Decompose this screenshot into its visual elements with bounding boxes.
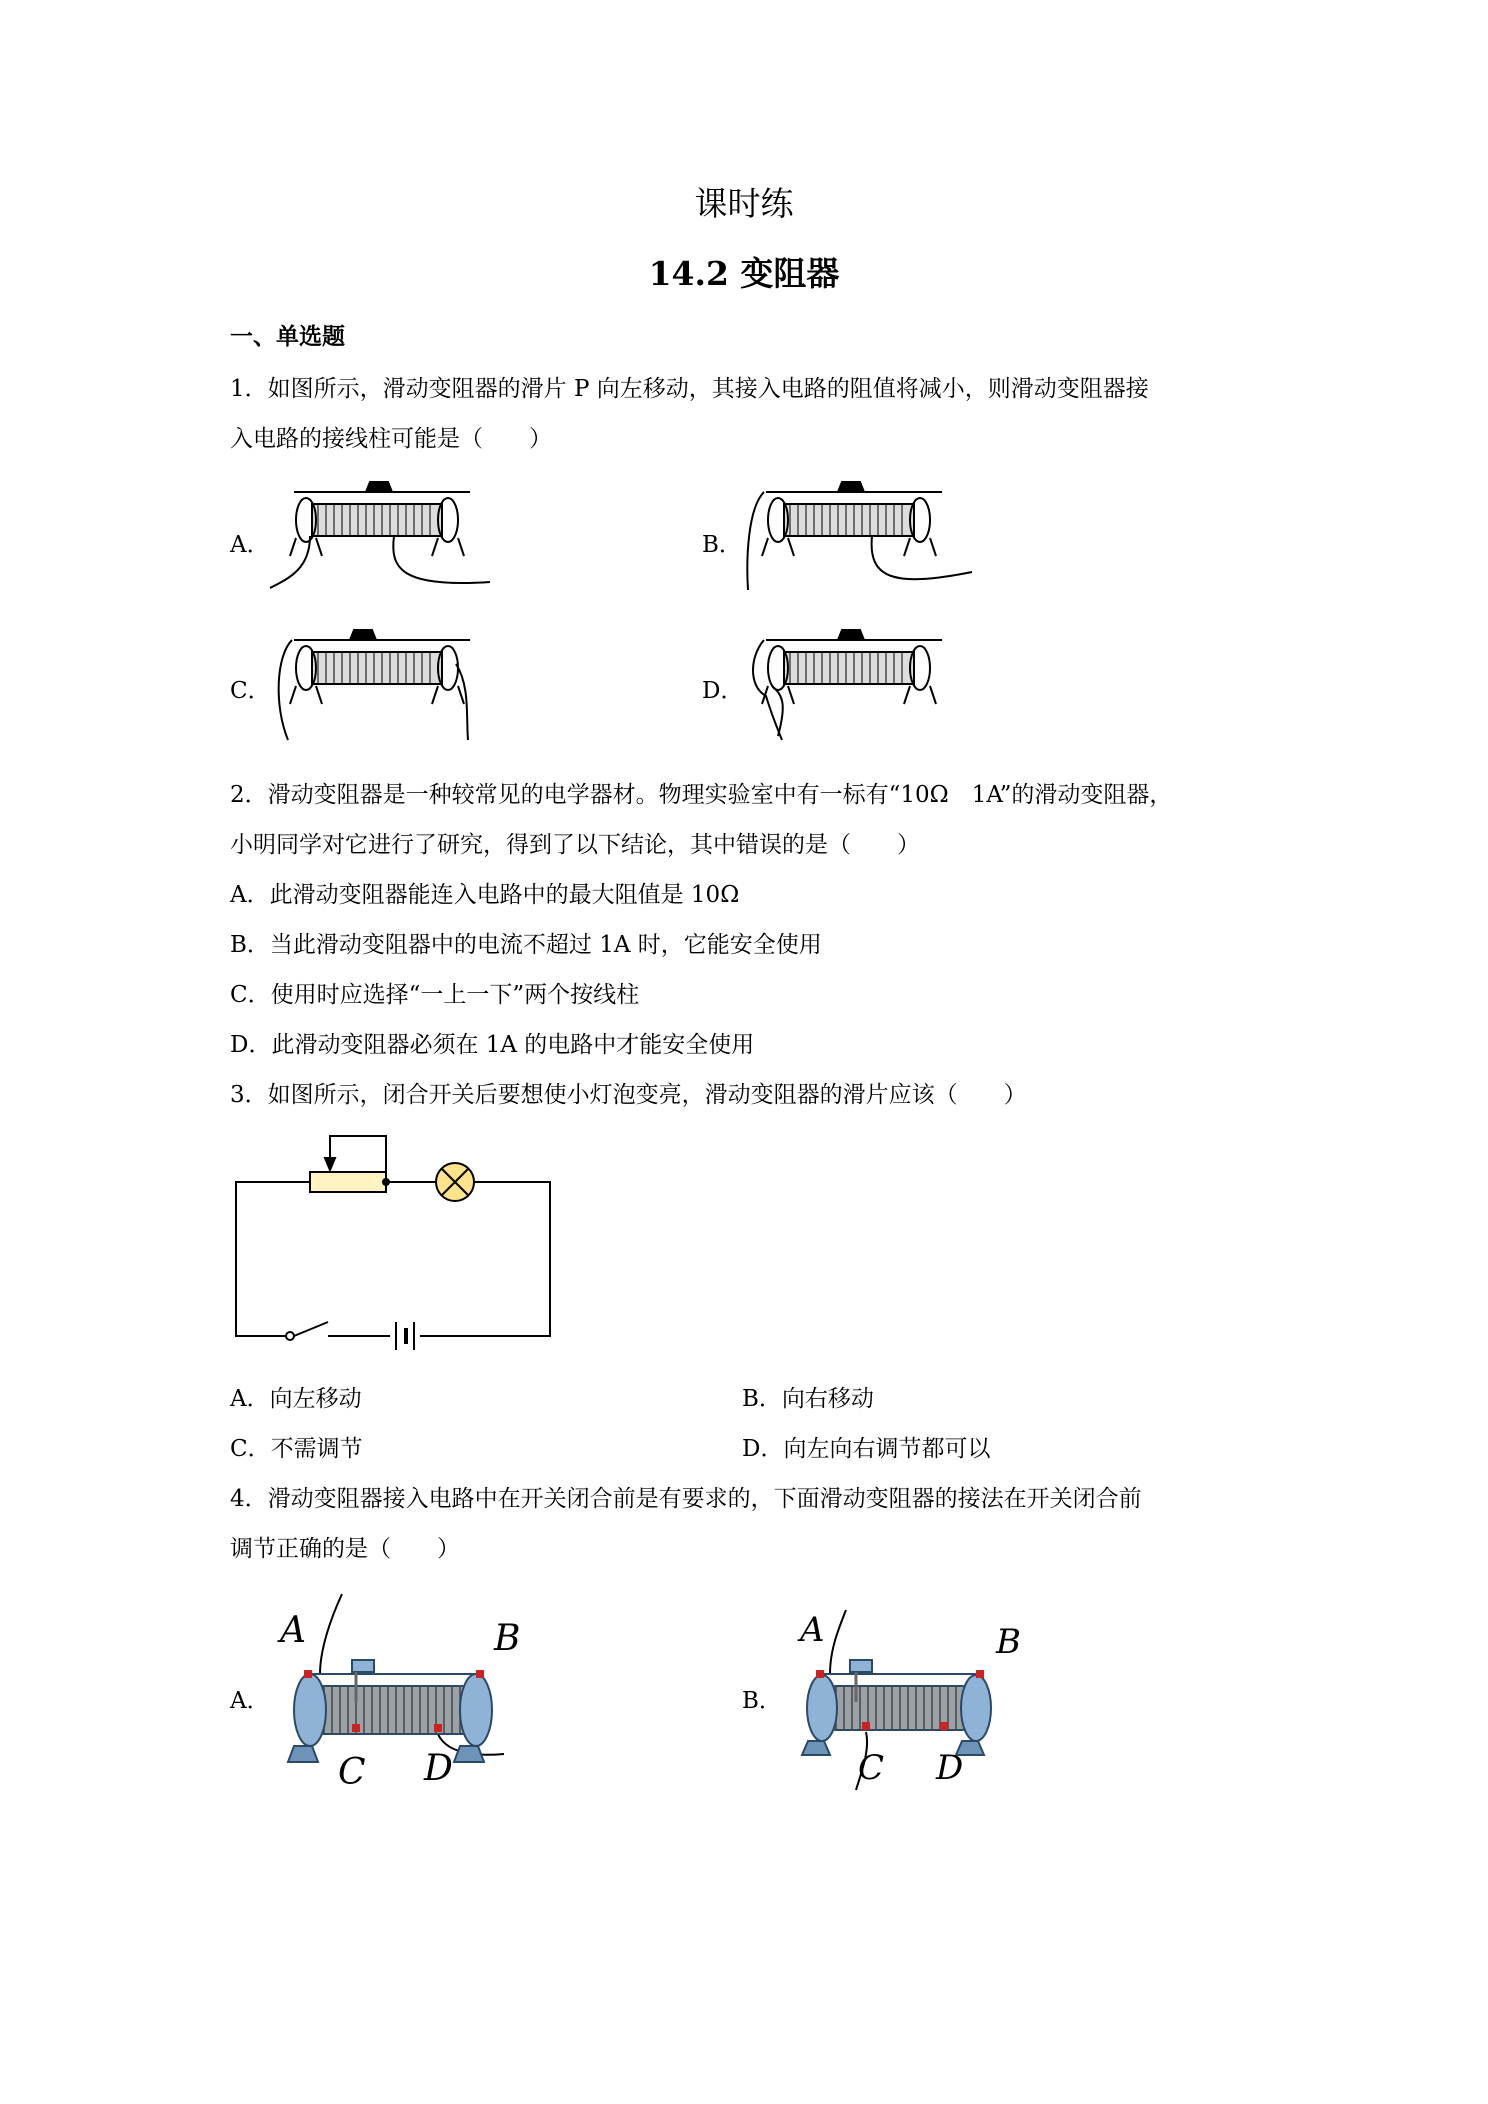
q2-option-a[interactable]: A．此滑动变阻器能连入电路中的最大阻值是 10Ω: [230, 882, 740, 908]
page-subtitle: 14.2 变阻器: [648, 254, 840, 293]
page-title: 课时练: [694, 184, 794, 223]
q4-option-b-label[interactable]: B．: [742, 1688, 782, 1714]
q3-option-d[interactable]: D．向左向右调节都可以: [742, 1436, 991, 1462]
q3-option-c[interactable]: C．不需调节: [230, 1436, 363, 1462]
q2-option-c[interactable]: C．使用时应选择“一上一下”两个按线柱: [230, 982, 640, 1008]
q4b-terminal-a-label: A: [800, 1610, 825, 1650]
q1-option-d-label[interactable]: D．: [702, 678, 744, 704]
q1-option-a-label[interactable]: A．: [230, 532, 270, 558]
q4-text-line-1: 4．滑动变阻器接入电路中在开关闭合前是有要求的，下面滑动变阻器的接法在开关闭合前: [230, 1486, 1142, 1512]
q1-text-line-1: 1．如图所示，滑动变阻器的滑片 P 向左移动，其接入电路的阻值将减小，则滑动变阻器接: [230, 376, 1149, 402]
q1-figure-c-rheostat: [270, 626, 510, 744]
q4-option-a-label[interactable]: A．: [230, 1688, 270, 1714]
q4a-terminal-a-label: A: [280, 1610, 306, 1651]
q2-text-line-1: 2．滑动变阻器是一种较常见的电学器材。物理实验室中有一标有“10Ω 1A”的滑动变阻器，: [230, 782, 1173, 808]
q3-option-a[interactable]: A．向左移动: [230, 1386, 362, 1412]
q4b-terminal-c-label: C: [858, 1748, 885, 1788]
q3-text-line-1: 3．如图所示，闭合开关后要想使小灯泡变亮，滑动变阻器的滑片应该（ ）: [230, 1082, 1027, 1108]
q3-option-b[interactable]: B．向右移动: [742, 1386, 874, 1412]
q1-figure-b-rheostat: [742, 478, 982, 596]
q2-text-line-2: 小明同学对它进行了研究，得到了以下结论，其中错误的是（ ）: [230, 832, 920, 858]
q4-figure-a: [280, 1590, 540, 1800]
q1-figure-d-rheostat: [742, 626, 982, 744]
q3-circuit-diagram: [230, 1126, 560, 1356]
q1-figure-a-rheostat: [270, 478, 510, 596]
q2-option-b[interactable]: B．当此滑动变阻器中的电流不超过 1A 时，它能安全使用: [230, 932, 822, 958]
q4a-terminal-d-label: D: [424, 1748, 453, 1789]
q1-text-line-2: 入电路的接线柱可能是（ ）: [230, 426, 552, 452]
q4a-terminal-c-label: C: [338, 1752, 366, 1793]
q2-option-d[interactable]: D．此滑动变阻器必须在 1A 的电路中才能安全使用: [230, 1032, 755, 1058]
q4a-terminal-b-label: B: [494, 1618, 521, 1659]
q4-figure-b: [800, 1610, 1040, 1800]
q4-text-line-2: 调节正确的是（ ）: [230, 1536, 460, 1562]
q4b-terminal-d-label: D: [936, 1748, 964, 1788]
q4b-terminal-b-label: B: [996, 1622, 1021, 1662]
q1-option-b-label[interactable]: B．: [702, 532, 742, 558]
section-heading: 一、单选题: [230, 323, 345, 350]
q1-option-c-label[interactable]: C．: [230, 678, 271, 704]
